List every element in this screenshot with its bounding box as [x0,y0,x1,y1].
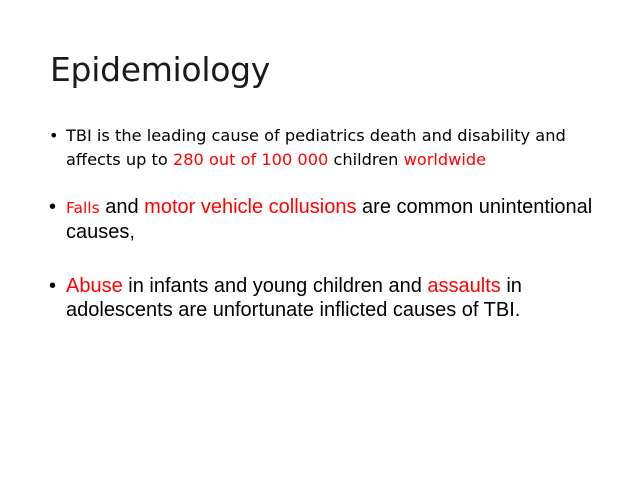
bullet-item-falls [48,195,608,244]
slide-title: Epidemiology [50,50,270,89]
bullet-item-abuse [48,274,608,322]
bullet-text: TBI is the leading cause of pediatrics death and disability and affects up to [66,126,566,169]
highlight-falls: Falls [66,199,100,217]
bullet-text: in infants and young children and [122,275,428,297]
bullet-list [48,124,608,322]
bullet-icon: • [49,196,57,218]
bullet-text: and [99,196,145,218]
highlight-assaults: assaults [427,275,501,297]
highlight-worldwide: worldwide [403,149,487,169]
highlight-motor-vehicle: motor vehicle collusions [144,196,357,218]
bullet-icon: • [49,275,57,297]
highlight-abuse: Abuse [66,275,123,297]
bullet-icon: • [49,126,59,145]
bullet-text: are common unintentional causes, [66,196,593,243]
bullet-item-tbi-leading-cause [48,124,608,171]
highlight-statistic: 280 out of 100 000 [172,149,329,169]
bullet-text: in adolescents are unfortunate inflicted causes of TBI. [66,275,522,321]
bullet-text: children [328,149,404,169]
